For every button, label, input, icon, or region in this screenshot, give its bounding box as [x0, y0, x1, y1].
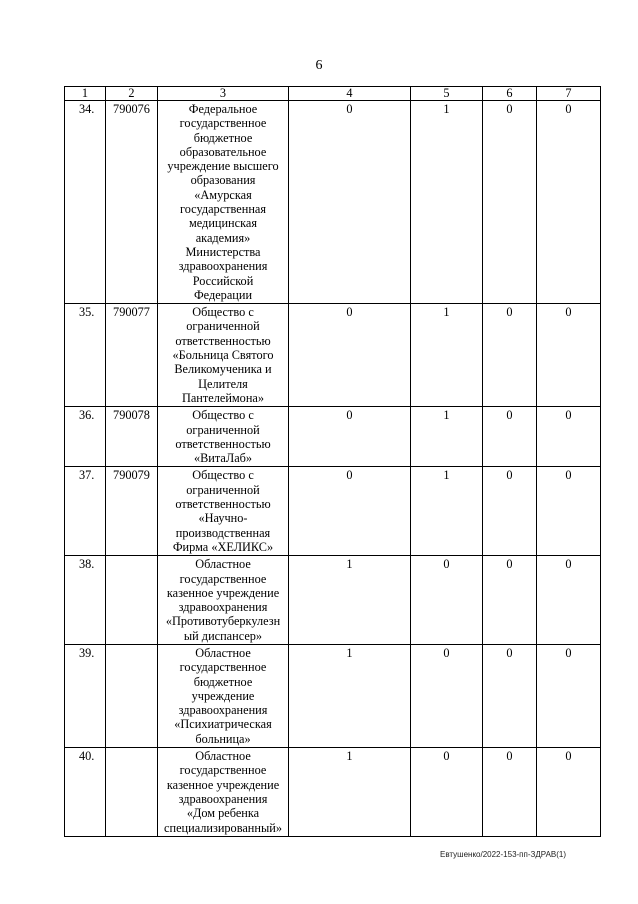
table-row	[65, 407, 601, 467]
registry-code	[106, 644, 158, 747]
value-col-4: 1	[289, 644, 411, 747]
organization-name-line: ограниченной	[186, 319, 260, 334]
organization-name-line: Фирма «ХЕЛИКС»	[172, 539, 274, 554]
organization-name-line: производственная	[175, 525, 271, 540]
value-col-7: 0	[537, 556, 601, 645]
column-header: 1	[65, 87, 106, 101]
organization-name-line: Пантелеймона»	[181, 390, 265, 405]
organization-name-line: государственное	[179, 660, 267, 675]
table-row	[65, 101, 601, 304]
column-header: 6	[483, 87, 537, 101]
registry-code	[106, 556, 158, 645]
value-col-4: 0	[289, 407, 411, 467]
row-number: 34.	[65, 101, 106, 304]
value-col-6: 0	[483, 748, 537, 837]
organization-name-line: больница»	[195, 731, 251, 746]
organization-name-line: Федерации	[193, 287, 253, 302]
organization-name-line: Целителя	[198, 376, 248, 391]
organization-name-line: «Противотуберкулезн	[165, 614, 281, 629]
organization-name-line: Федеральное	[188, 102, 258, 116]
row-number: 39.	[65, 644, 106, 747]
value-col-7: 0	[537, 101, 601, 304]
organization-name-line: специализированный»	[164, 820, 282, 835]
row-number: 37.	[65, 467, 106, 556]
column-header: 2	[106, 87, 158, 101]
organization-name-line: Общество с	[192, 468, 254, 483]
organization-name-line: здравоохранения	[178, 791, 268, 806]
registry-code: 790079	[106, 467, 158, 556]
organization-name-line: Областное	[195, 645, 251, 660]
organization-name-line: Министерства	[185, 244, 261, 259]
organization-name-line: «Психиатрическая	[174, 717, 272, 732]
organization-name-line: ответственностью	[175, 333, 271, 348]
organization-name-line: академия»	[195, 230, 251, 245]
registry-code: 790077	[106, 304, 158, 407]
organization-name-line: Великомученика и	[174, 362, 272, 377]
value-col-4: 0	[289, 304, 411, 407]
value-col-4: 1	[289, 748, 411, 837]
value-col-6: 0	[483, 644, 537, 747]
organization-name-line: бюджетное	[193, 130, 253, 145]
row-number: 40.	[65, 748, 106, 837]
value-col-7: 0	[537, 644, 601, 747]
organization-name-line: здравоохранения	[178, 259, 268, 274]
header-row	[65, 87, 601, 101]
organization-name-line: государственное	[179, 571, 267, 586]
value-col-6: 0	[483, 467, 537, 556]
value-col-5: 0	[411, 556, 483, 645]
value-col-6: 0	[483, 101, 537, 304]
organization-name-line: Общество с	[192, 408, 254, 423]
organization-name-line: здравоохранения	[178, 600, 268, 615]
data-table	[64, 86, 601, 837]
value-col-5: 0	[411, 748, 483, 837]
organization-name-line: здравоохранения	[178, 703, 268, 718]
organization-name-line: Общество с	[192, 305, 254, 320]
organization-name-line: образовательное	[179, 144, 267, 159]
organization-name-line: бюджетное	[193, 674, 253, 689]
value-col-5: 1	[411, 467, 483, 556]
column-header: 3	[158, 87, 289, 101]
organization-name-line: «Дом ребенка	[186, 806, 260, 821]
organization-name-line: казенное учреждение	[166, 777, 280, 792]
organization-name-line: казенное учреждение	[166, 585, 280, 600]
organization-name-line: ответственностью	[175, 436, 271, 451]
value-col-6: 0	[483, 556, 537, 645]
registry-code: 790078	[106, 407, 158, 467]
organization-name-line: учреждение высшего	[167, 159, 279, 174]
organization-name-line: ответственностью	[175, 497, 271, 512]
organization-name	[158, 407, 289, 467]
value-col-4: 0	[289, 467, 411, 556]
organization-name	[158, 101, 289, 304]
registry-code: 790076	[106, 101, 158, 304]
value-col-7: 0	[537, 748, 601, 837]
row-number: 38.	[65, 556, 106, 645]
organization-name-line: государственное	[179, 116, 267, 131]
organization-name-line: ограниченной	[186, 422, 260, 437]
organization-name-line: ый диспансер»	[183, 628, 263, 643]
organization-name-line: учреждение	[191, 688, 255, 703]
organization-name	[158, 556, 289, 645]
organization-name-line: «Амурская	[194, 187, 252, 202]
document-footer: Евтушенко/2022-153-пп-ЗДРАВ(1)	[440, 850, 567, 859]
value-col-5: 0	[411, 644, 483, 747]
value-col-4: 0	[289, 101, 411, 304]
organization-name-line: медицинская	[188, 216, 258, 231]
value-col-5: 1	[411, 101, 483, 304]
organization-name-line: «Научно-	[198, 511, 248, 526]
page-number: 6	[315, 58, 323, 73]
organization-name	[158, 644, 289, 747]
row-number: 36.	[65, 407, 106, 467]
organization-name-line: государственное	[179, 763, 267, 778]
organization-name-line: «ВитаЛаб»	[193, 451, 253, 466]
value-col-7: 0	[537, 467, 601, 556]
organization-name-line: образования	[190, 173, 256, 188]
table-row	[65, 644, 601, 747]
organization-name	[158, 304, 289, 407]
column-header: 7	[537, 87, 601, 101]
value-col-7: 0	[537, 407, 601, 467]
table-row	[65, 748, 601, 837]
value-col-6: 0	[483, 304, 537, 407]
table-body	[65, 87, 601, 837]
column-header: 4	[289, 87, 411, 101]
organization-name-line: Российской	[192, 273, 254, 288]
column-header: 5	[411, 87, 483, 101]
organization-name-line: «Больница Святого	[172, 348, 274, 363]
row-number: 35.	[65, 304, 106, 407]
value-col-7: 0	[537, 304, 601, 407]
value-col-5: 1	[411, 304, 483, 407]
organization-name	[158, 467, 289, 556]
value-col-6: 0	[483, 407, 537, 467]
organization-name-line: Областное	[195, 557, 251, 572]
organization-name	[158, 748, 289, 837]
value-col-5: 1	[411, 407, 483, 467]
table-row	[65, 556, 601, 645]
value-col-4: 1	[289, 556, 411, 645]
organization-name-line: государственная	[179, 202, 267, 217]
table-row	[65, 467, 601, 556]
table-row	[65, 304, 601, 407]
registry-code	[106, 748, 158, 837]
organization-name-line: Областное	[195, 749, 251, 764]
organization-name-line: ограниченной	[186, 482, 260, 497]
